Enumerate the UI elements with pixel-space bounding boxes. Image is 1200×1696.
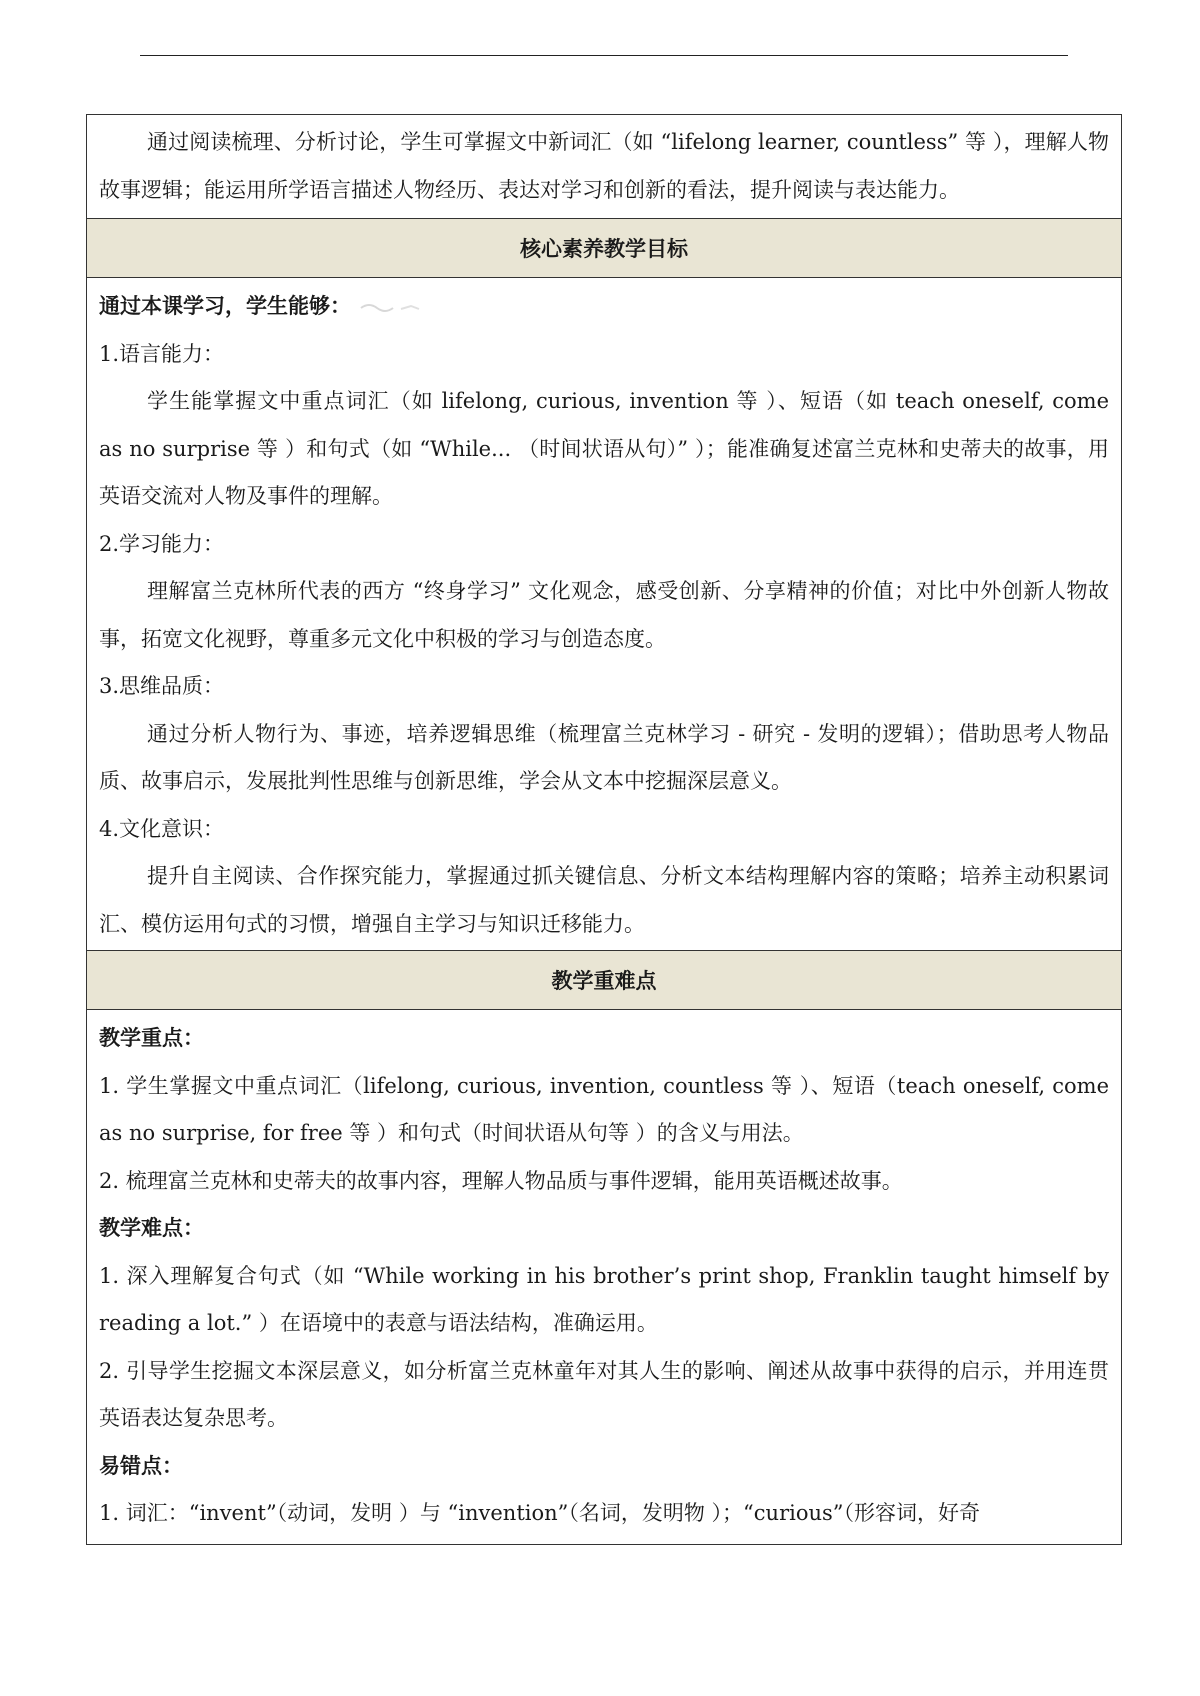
goal-body-culture: 提升自主阅读、合作探究能力，掌握通过抓关键信息、分析文本结构理解内容的策略；培养主动积累词汇、模仿运用句式的习惯，增强自主学习与知识迁移能力。	[99, 864, 1109, 936]
core-goals-lead-text: 通过本课学习，学生能够：	[99, 294, 351, 318]
core-goals-section	[87, 278, 1121, 950]
key-points-section	[87, 1010, 1121, 1544]
intro-paragraph: 通过阅读梳理、分析讨论，学生可掌握文中新词汇（如 “lifelong learner, countless” 等 ），理解人物故事逻辑；能运用所学语言描述人物经历、表达对学习和创新的看法，提升阅读与表达能力。	[99, 130, 1109, 202]
core-goals-lead	[99, 283, 1109, 331]
header-rule	[140, 55, 1068, 56]
error-item-1: 1. 词汇：“invent”（动词，发明 ）与 “invention”（名词，发明物 ）；“curious”（形容词，好奇	[99, 1501, 981, 1525]
goal-title-thinking: 3.思维品质：	[99, 674, 225, 698]
intro-section	[87, 115, 1121, 218]
goal-body-language: 学生能掌握文中重点词汇（如 lifelong, curious, invention 等 ）、短语（如 teach oneself, come as no surprise 等 ）和句式（如 “While... （时间状语从句）” ）；能准确复述富兰克林和史蒂夫的故事，用英语交流对人物及事件的理解。	[99, 389, 1109, 508]
goal-title-learning: 2.学习能力：	[99, 531, 225, 556]
focus-item-2: 2. 梳理富兰克林和史蒂夫的故事内容，理解人物品质与事件逻辑，能用英语概述故事。	[99, 1168, 903, 1193]
goal-title-language: 1.语言能力：	[99, 341, 225, 366]
focus-item-1: 1. 学生掌握文中重点词汇（lifelong, curious, invention, countless 等 ）、短语（teach oneself, come as no surprise, for free 等 ）和句式（时间状语从句等 ）的含义与用法。	[99, 1073, 1109, 1145]
goal-title-culture: 4.文化意识：	[99, 816, 225, 841]
difficulty-title: 教学难点：	[99, 1216, 204, 1240]
lesson-plan-table	[86, 114, 1122, 1545]
faint-scribble-icon	[357, 300, 437, 314]
core-goals-header: 核心素养教学目标	[87, 218, 1121, 278]
key-points-header: 教学重难点	[87, 950, 1121, 1010]
goal-body-learning: 理解富兰克林所代表的西方 “终身学习” 文化观念，感受创新、分享精神的价值；对比中外创新人物故事，拓宽文化视野，尊重多元文化中积极的学习与创造态度。	[99, 579, 1109, 651]
goal-body-thinking: 通过分析人物行为、事迹，培养逻辑思维（梳理富兰克林学习 - 研究 - 发明的逻辑）；借助思考人物品质、故事启示，发展批判性思维与创新思维，学会从文本中挖掘深层意义。	[99, 721, 1109, 793]
difficulty-item-1: 1. 深入理解复合句式（如 “While working in his brother’s print shop, Franklin taught himself by reading a lot.” ）在语境中的表意与语法结构，准确运用。	[99, 1263, 1109, 1335]
focus-title: 教学重点：	[99, 1026, 204, 1050]
difficulty-item-2: 2. 引导学生挖掘文本深层意义，如分析富兰克林童年对其人生的影响、阐述从故事中获得的启示，并用连贯英语表达复杂思考。	[99, 1358, 1109, 1430]
error-title: 易错点：	[99, 1453, 183, 1478]
